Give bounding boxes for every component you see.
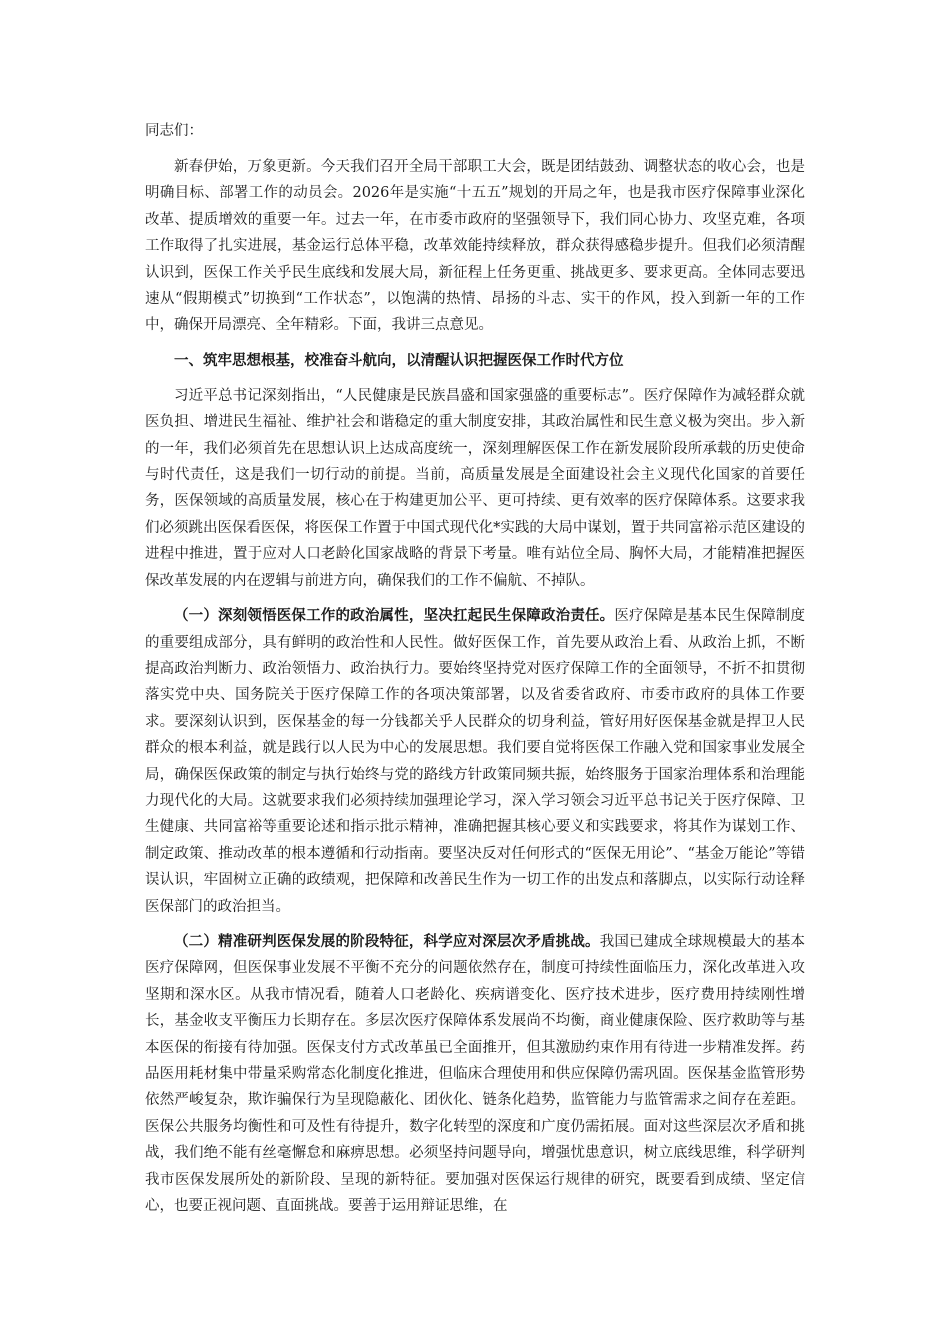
subsection-1-paragraph <box>145 603 805 920</box>
salutation: 同志们： <box>145 123 203 139</box>
subsection-2-heading: （二）精准研判医保发展的阶段特征，科学应对深层次矛盾挑战。 <box>174 932 600 950</box>
subsection-2-body: 我国已建成全球规模最大的基本医疗保障网，但医保事业发展不平衡不充分的问题依然存在，制度可持续性面临压力，深化改革进入攻坚期和深水区。从我市情况看，随着人口老龄化、疾病谱变化、医疗技术进步，医疗费用持续刚性增长，基金收支平衡压力长期存在。多层次医疗保障体系发展尚不均衡，商业健康保险、医疗救助等与基本医保的衔接有待加强。医保支付方式改革虽已全面推开，但其激励约束作用有待进一步精准发挥。药品医用耗材集中带量采购常态化制度化推进，但临床合理使用和供应保障仍需巩固。医保基金监管形势依然严峻复杂，欺诈骗保行为呈现隐蔽化、团伙化、链条化趋势，监管能力与监管需求之间存在差距。医保公共服务均衡性和可及性有待提升，数字化转型的深度和广度仍需拓展。面对这些深层次矛盾和挑战，我们绝不能有丝毫懈怠和麻痹思想。必须坚持问题导向，增强忧患意识，树立底线思维，科学研判我市医保发展所处的新阶段、呈现的新特征。要加强对医保运行规律的研究，既要看到成绩、坚定信心，也要正视问题、直面挑战。要善于运用辩证思维，在 <box>145 933 806 1215</box>
subsection-1-body: 医疗保障是基本民生保障制度的重要组成部分，具有鲜明的政治性和人民性。做好医保工作，首先要从政治上看、从政治上抓，不断提高政治判断力、政治领悟力、政治执行力。要始终坚持党对医疗保障工作的全面领导，不折不扣贯彻落实党中央、国务院关于医疗保障工作的各项决策部署，以及省委省政府、市委市政府的具体工作要求。要深刻认识到，医保基金的每一分钱都关乎人民群众的切身利益，管好用好医保基金就是捍卫人民群众的根本利益，就是践行以人民为中心的发展思想。我们要自觉将医保工作融入党和国家事业发展全局，确保医保政策的制定与执行始终与党的路线方针政策同频共振，始终服务于国家治理体系和治理能力现代化的大局。这就要求我们必须持续加强理论学习，深入学习领会习近平总书记关于医疗保障、卫生健康、共同富裕等重要论述和指示批示精神，准确把握其核心要义和实践要求，将其作为谋划工作、制定政策、推动改革的根本遵循和行动指南。要坚决反对任何形式的“医保无用论”、“基金万能论”等错误认识，牢固树立正确的政绩观，把保障和改善民生作为一切工作的出发点和落脚点，以实际行动诠释医保部门的政治担当。 <box>145 608 806 915</box>
section-1-heading: 一、筑牢思想根基，校准奋斗航向，以清醒认识把握医保工作时代方位 <box>174 351 624 369</box>
document-page <box>145 118 805 1228</box>
subsection-1-heading: （一）深刻领悟医保工作的政治属性，坚决扛起民生保障政治责任。 <box>174 607 615 625</box>
section-1-paragraph: 习近平总书记深刻指出，“人民健康是民族昌盛和国家强盛的重要标志”。医疗保障作为减轻群众就医负担、增进民生福祉、维护社会和谐稳定的重大制度安排，其政治属性和民生意义极为突出。步入新的一年，我们必须首先在思想认识上达成高度统一，深刻理解医保工作在新发展阶段所承载的历史使命与时代责任，这是我们一切行动的前提。当前，高质量发展是全面建设社会主义现代化国家的首要任务，医保领域的高质量发展，核心在于构建更加公平、更可持续、更有效率的医疗保障体系。这要求我们必须跳出医保看医保，将医保工作置于中国式现代化*实践的大局中谋划，置于共同富裕示范区建设的进程中推进，置于应对人口老龄化国家战略的背景下考量。唯有站位全局、胸怀大局，才能精准把握医保改革发展的内在逻辑与前进方向，确保我们的工作不偏航、不掉队。 <box>145 387 805 589</box>
subsection-2-paragraph <box>145 929 805 1219</box>
intro-paragraph: 新春伊始，万象更新。今天我们召开全局干部职工大会，既是团结鼓劲、调整状态的收心会，也是明确目标、部署工作的动员会。2026年是实施“十五五”规划的开局之年，也是我市医疗保障事业深化改革、提质增效的重要一年。过去一年，在市委市政府的坚强领导下，我们同心协力、攻坚克难，各项工作取得了扎实进展，基金运行总体平稳，改革效能持续释放，群众获得感稳步提升。但我们必须清醒认识到，医保工作关乎民生底线和发展大局，新征程上任务更重、挑战更多、要求更高。全体同志要迅速从“假期模式”切换到“工作状态”，以饱满的热情、昂扬的斗志、实干的作风，投入到新一年的工作中，确保开局漂亮、全年精彩。下面，我讲三点意见。 <box>145 159 805 334</box>
